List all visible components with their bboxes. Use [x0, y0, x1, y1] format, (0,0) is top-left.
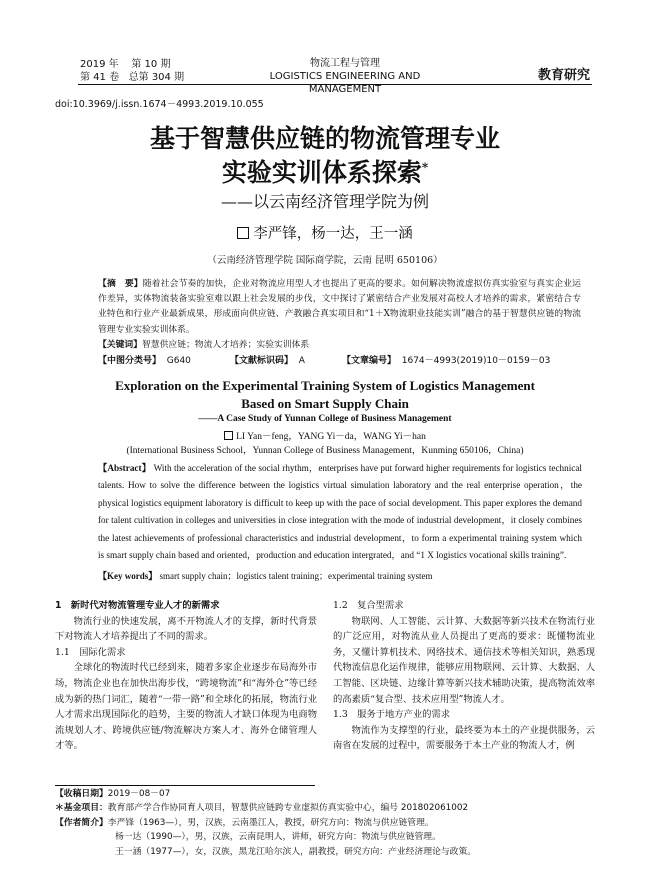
subsection-1-2-heading: 1.2 复合型需求 — [333, 600, 404, 611]
section-1-heading: 1 新时代对物流管理专业人才的新需求 — [55, 600, 220, 611]
journal-cn: 物流工程与管理 — [310, 58, 380, 69]
issue: 第 10 期 — [131, 59, 171, 70]
subsection-1-2-paragraph: 物联网、人工智能、云计算、大数据等新兴技术在物流行业的广泛应用，对物流从业人员提出了更高的要求：既懂物流业务，又懂计算机技术、网络技术、通信技术等相关知识，熟悉现代物流信息化运作规律，能够应用物联网、云计算、大数据、人工智能、区块链、边缘计算等新兴技术辅助决策，提高物流效率的高素质“复合型、技术应用型”物流人才。 — [333, 615, 595, 705]
body-left-column — [55, 598, 317, 754]
journal-name — [240, 57, 450, 96]
issue-info — [80, 58, 184, 84]
clc-value: G640 — [166, 356, 191, 366]
fund-info — [55, 801, 595, 815]
title-en-line-2: Based on Smart Supply Chain — [241, 396, 409, 411]
affiliation-cn: （云南经济管理学院 国际商学院，云南 昆明 650106） — [207, 255, 443, 266]
header-divider — [78, 84, 592, 85]
subsection-1-1-heading: 1.1 国际化需求 — [55, 646, 126, 658]
title-footnote-mark: * — [421, 160, 429, 175]
author-bio-3: 王一涵（1977—），女，汉族，黑龙江哈尔滨人，副教授，研究方向：产业经济理论与政策。 — [115, 846, 477, 857]
abstract-en-text: With the acceleration of the social rhythm，enterprises have put forward higher requirements for logistics technical talents. How to solve the difference between the logistics virtual simulation laboratory and the real enterprise operation，the physical logistics equipment laboratory is difficult to keep up with the pace of social development. This paper explores the demand for talent cultivation in colleges and universities in close integration with the mode of industrial development，it closely combines the latest achievements of professional characteristics and industrial development，to form a experimental training system which is smart supply chain based and oriented，production and education intergrated，and “1 X logistics vocational skills training”. — [98, 463, 582, 561]
affiliation-en: (International Business School，Yunnan College of Business Management，Kunming 650106，China) — [126, 446, 524, 456]
abstract-en-label: 【Abstract】 — [98, 463, 152, 473]
subsection-1-3-paragraph: 物流作为支撑型的行业，最终要为本土的产业提供服务，云南省在发展的过程中，需要服务于本土产业的物流人才，例 — [333, 724, 595, 752]
journal-en: LOGISTICS ENGINEERING AND MANAGEMENT — [269, 71, 421, 95]
doc-code-value: A — [298, 356, 305, 366]
total-issue: 总第 304 期 — [128, 72, 185, 83]
subsection-1-1-paragraph: 全球化的物流时代已经到来，随着多家企业逐步布局海外市场，物流企业也在加快出海步伐，“跨境物流”和“海外仓”等已经成为新的热门词汇，随着“一带一路”和全球化的拓展，物流行业人才需求出现国际化的趋势，主要的物流人才缺口体现为电商物流规划人才、跨境供应链/物流解决方案人才、海外仓储管理人才等。 — [55, 662, 317, 752]
article-no-value: 1674－4993(2019)10－0159－03 — [401, 356, 551, 366]
body-right-column — [333, 598, 595, 754]
authors-en-text: LI Yan－feng，YANG Yi－da，WANG Yi－han — [236, 432, 426, 442]
subtitle-en: ——A Case Study of Yunnan College of Business Management — [198, 414, 452, 424]
authors-cn-text: 李严锋，杨一达，王一涵 — [253, 226, 413, 242]
author-bio-1 — [55, 816, 595, 830]
keywords-cn-text: 智慧供应链；物流人才培养；实验实训体系 — [142, 340, 310, 350]
received-label: 【收稿日期】 — [55, 789, 108, 799]
footnote-divider — [55, 785, 315, 786]
keywords-en-text: smart supply chain；logistics talent training；experimental training system — [159, 571, 433, 581]
received-value: 2019－08－07 — [107, 789, 171, 799]
doi: doi:10.3969/j.issn.1674－4993.2019.10.055 — [55, 99, 264, 110]
doc-code-label: 【文献标识码】 — [230, 356, 294, 366]
subtitle: ——以云南经济管理学院为例 — [220, 192, 429, 211]
author-bio-1-text: 李严锋（1963—），男，汉族，云南墨江人，教授，研究方向：物流与供应链管理。 — [107, 817, 434, 828]
abstract-cn-text: 随着社会节奏的加快，企业对物流应用型人才也提出了更高的要求。如何解决物流虚拟仿真实验室与真实企业运作差异，实体物流装备实验室难以跟上社会发展的步伐，文中探讨了紧密结合产业发展对高校人才培养的需求，紧密结合专业特色和行业产业最新成果，形成面向供应链、产教融合真实项目和“1＋X物流职业技能实训”融合的基于智慧供应链的物流管理专业实验实训体系。 — [98, 279, 581, 335]
author-bio-label: 【作者简介】 — [55, 817, 108, 828]
title-line-1: 基于智慧供应链的物流管理专业 — [149, 124, 500, 153]
title-line-2-text: 实验实训体系探索 — [221, 158, 422, 187]
section-1-paragraph: 物流行业的快速发展，离不开物流人才的支撑，新时代背景下对物流人才培养提出了不同的需求。 — [55, 615, 317, 643]
abstract-en — [98, 460, 582, 564]
authors-cn — [0, 222, 650, 243]
subsection-1-3-heading: 1.3 服务于地方产业的需求 — [333, 709, 451, 721]
keywords-en-label: 【Key words】 — [98, 571, 158, 581]
title-en-line-1: Exploration on the Experimental Training System of Logistics Management — [115, 378, 535, 393]
abstract-cn — [98, 277, 581, 338]
footnotes — [55, 787, 595, 859]
article-no-label: 【文章编号】 — [342, 356, 397, 366]
keywords-en — [98, 569, 432, 582]
section-label: 教育研究 — [537, 68, 590, 83]
fund-label: ＊基金项目： — [55, 803, 108, 814]
authors-en — [0, 428, 650, 442]
checkbox-square-icon — [237, 227, 249, 239]
keywords-cn-label: 【关键词】 — [98, 340, 142, 350]
fund-value: 教育部产学合作协同育人项目，智慧供应链跨专业虚拟仿真实验中心，编号 201802061002 — [107, 803, 469, 814]
volume: 第 41 卷 — [80, 72, 120, 83]
title-en — [0, 377, 650, 413]
title-line-2 — [0, 153, 650, 189]
checkbox-square-icon — [224, 431, 233, 440]
clc-label: 【中图分类号】 — [98, 356, 162, 366]
year: 2019 年 — [80, 59, 119, 70]
received-date — [55, 787, 595, 801]
abstract-cn-label: 【摘 要】 — [98, 279, 143, 289]
author-bio-2: 杨一达（1990—），男，汉族，云南昆明人，讲师，研究方向：物流与供应链管理。 — [115, 832, 441, 843]
keywords-cn — [98, 338, 581, 353]
